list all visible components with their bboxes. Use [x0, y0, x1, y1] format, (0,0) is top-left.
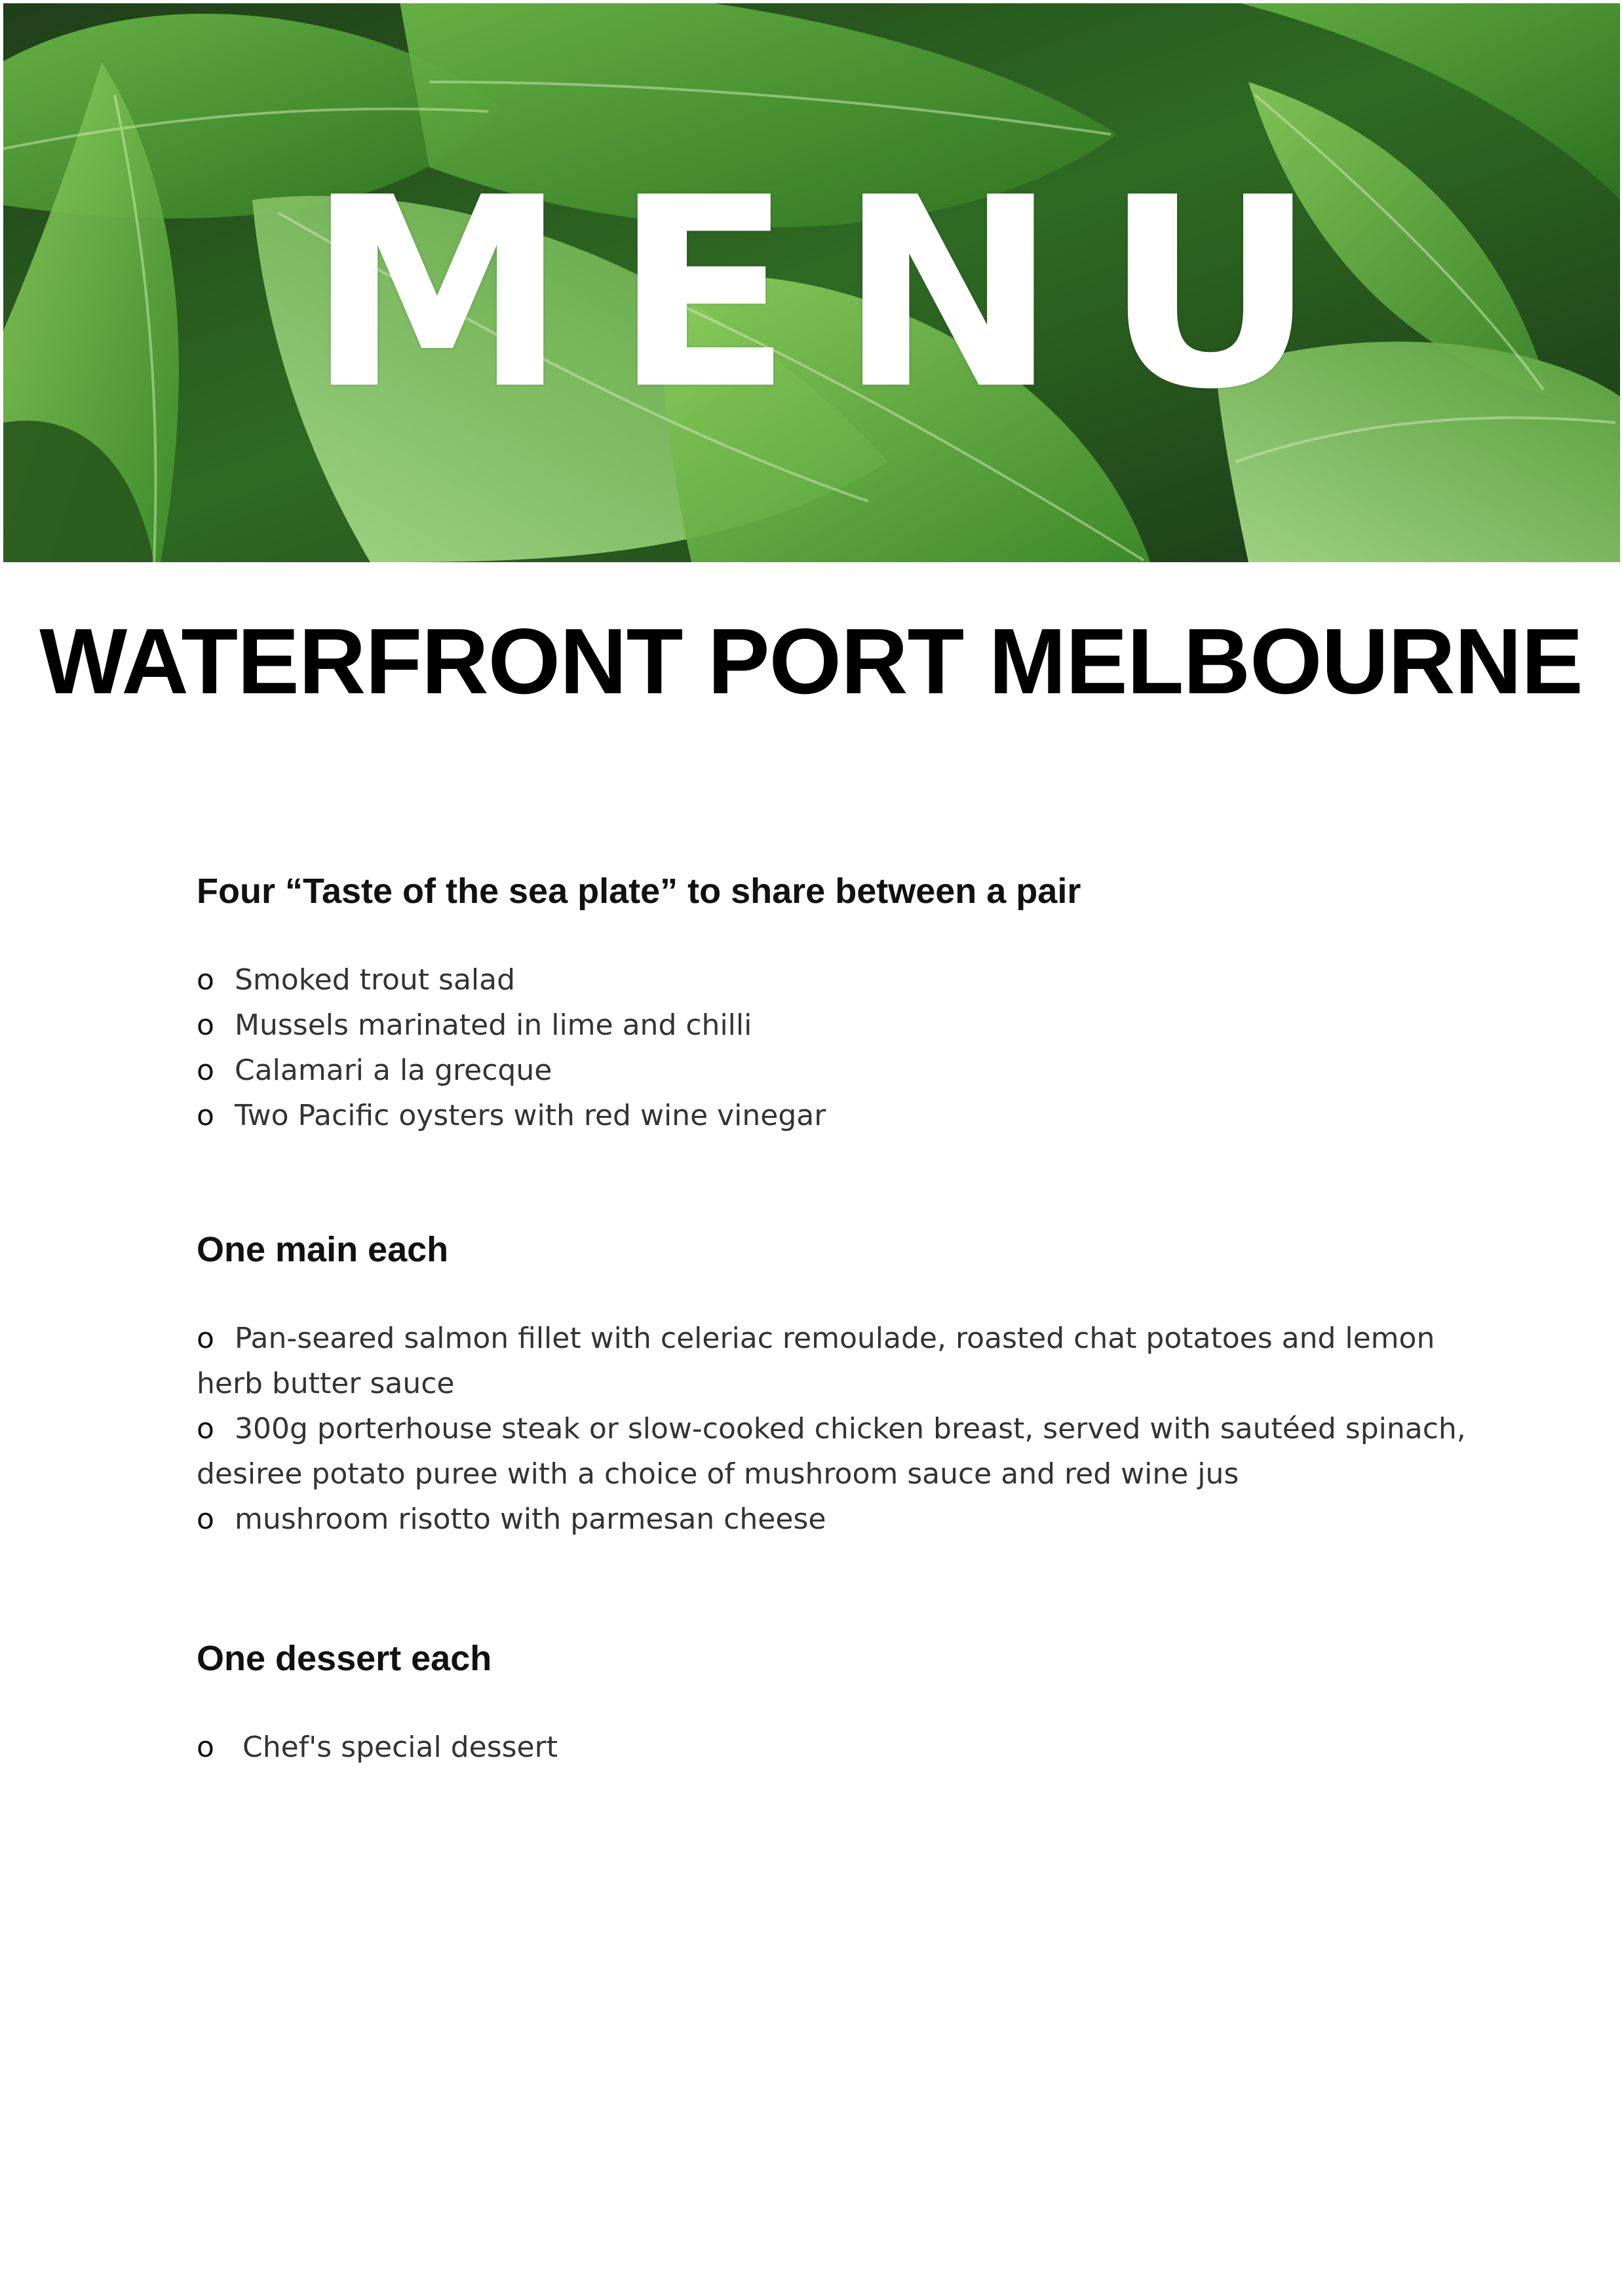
item-text: Smoked trout salad	[235, 963, 516, 997]
menu-title: MENU	[307, 142, 1362, 447]
bullet-marker: o	[197, 1322, 214, 1355]
bullet-marker: o	[197, 1054, 214, 1087]
menu-banner	[3, 3, 1620, 562]
bullet-marker: o	[197, 1502, 214, 1536]
list-item	[197, 1406, 1481, 1497]
bullet-marker: o	[197, 1008, 214, 1042]
list-item	[197, 1048, 1481, 1093]
menu-list	[197, 1725, 1481, 1770]
list-item	[197, 1003, 1481, 1048]
item-text: mushroom risotto with parmesan cheese	[235, 1502, 826, 1536]
list-item	[197, 1497, 1481, 1542]
item-text: Mussels marinated in lime and chilli	[235, 1008, 752, 1042]
list-item	[197, 957, 1481, 1003]
section-heading: One main each	[197, 1230, 449, 1269]
list-item	[197, 1725, 1481, 1770]
section-share-plate	[197, 868, 1481, 1138]
section-mains	[197, 1227, 1481, 1542]
menu-list	[197, 957, 1481, 1138]
item-text: 300g porterhouse steak or slow-cooked chicken breast, served with sautéed spinach, desiree potato puree with a choice of mushroom sauce and red wine jus	[197, 1412, 1466, 1491]
list-item	[197, 1093, 1481, 1138]
menu-list	[197, 1316, 1481, 1542]
bullet-marker: o	[197, 1099, 214, 1132]
venue-heading: WATERFRONT PORT MELBOURNE	[39, 609, 1583, 714]
section-heading: One dessert each	[197, 1639, 492, 1678]
item-text: Pan-seared salmon fillet with celeriac remoulade, roasted chat potatoes and lemon herb butter sauce	[197, 1322, 1435, 1400]
bullet-marker: o	[197, 1731, 214, 1764]
list-item	[197, 1316, 1481, 1406]
item-text: Two Pacific oysters with red wine vinegar	[235, 1099, 826, 1132]
bullet-marker: o	[197, 963, 214, 997]
item-text: Chef's special dessert	[242, 1731, 558, 1764]
section-heading: Four “Taste of the sea plate” to share between a pair	[197, 871, 1081, 911]
bullet-marker: o	[197, 1412, 214, 1445]
section-dessert	[197, 1636, 1481, 1770]
item-text: Calamari a la grecque	[235, 1054, 552, 1087]
